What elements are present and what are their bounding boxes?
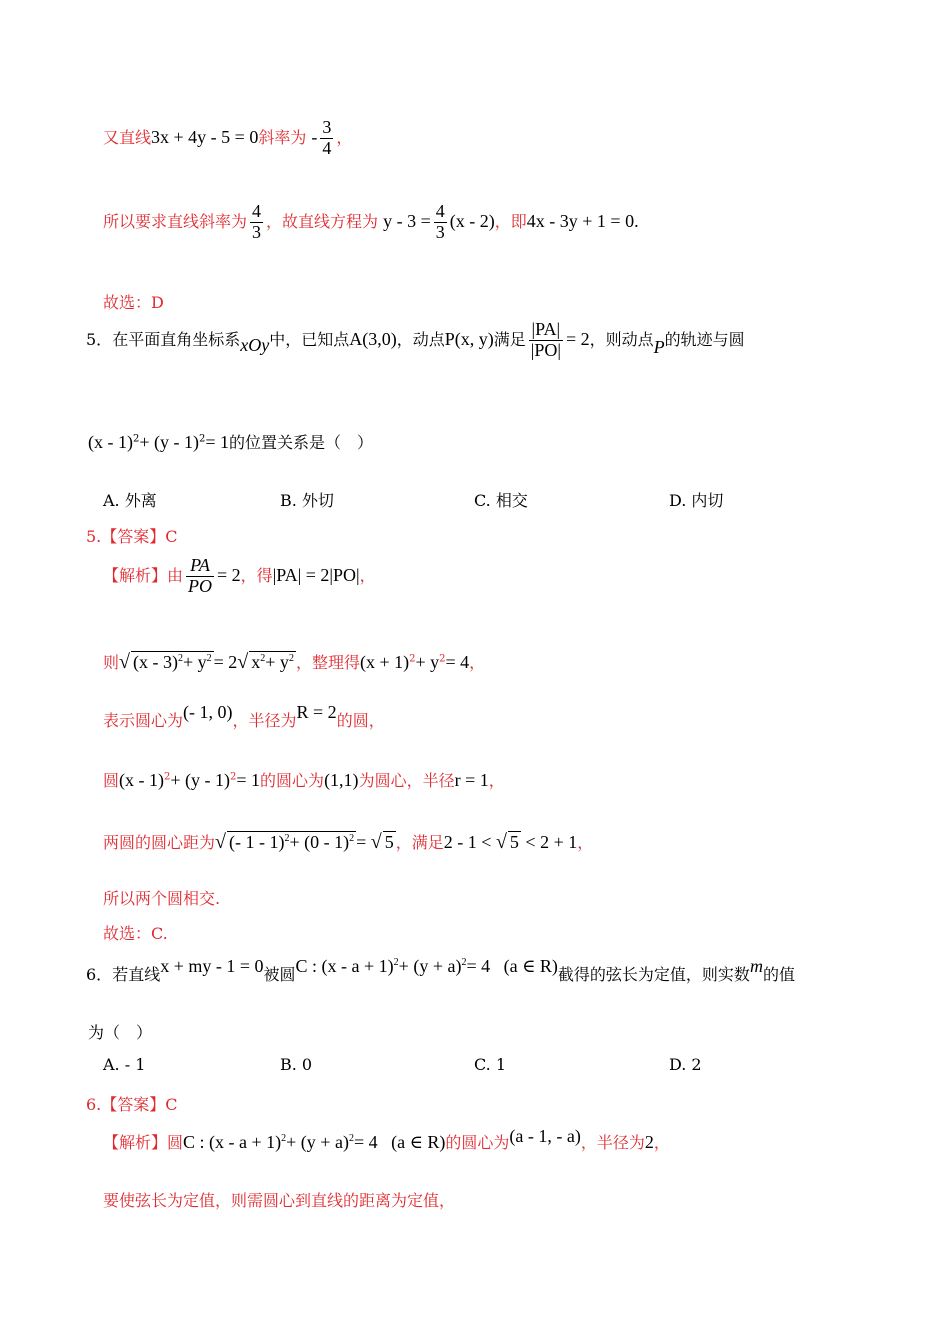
math: + y	[182, 652, 207, 672]
option-a: A. - 1	[103, 1055, 146, 1074]
math: (x - 1)	[88, 432, 133, 452]
sqrt-icon: √	[119, 651, 130, 673]
sqrt-body: 5	[384, 832, 394, 852]
text: ，半径为	[580, 1133, 645, 1152]
analysis-5-line2	[103, 650, 485, 674]
sup: 2	[284, 833, 290, 844]
text: ，	[336, 127, 353, 147]
math-point-p: P(x, y)	[444, 328, 494, 349]
analysis-5-line4	[103, 768, 505, 791]
math: (x - 1)	[119, 770, 164, 790]
math: + (y - 1)	[170, 770, 231, 790]
sqrt-icon: √	[237, 651, 249, 673]
math: x	[251, 652, 261, 672]
math: r = 1	[454, 770, 489, 790]
analysis-6-line2: 要使弦长为定值，则需圆心到直线的距离为定值，	[103, 1191, 456, 1210]
math: PA	[190, 555, 210, 575]
text: ，	[653, 1133, 670, 1152]
math-line-eq: 3x + 4y - 5 = 0	[151, 126, 259, 147]
sup: 2	[409, 653, 416, 665]
math: =	[356, 832, 371, 852]
solution-choice: 故选：D	[103, 293, 164, 312]
analysis-5-line5	[103, 830, 593, 854]
sqrt-icon: √	[495, 831, 507, 853]
math: = 2	[217, 564, 241, 585]
math-point-a: A(3,0)	[349, 328, 397, 349]
analysis-5-line3	[103, 702, 385, 731]
text: ，	[469, 653, 486, 672]
text: ，动点	[396, 329, 445, 349]
solution-line-equation	[103, 202, 639, 243]
sup: 2	[349, 833, 355, 844]
math: (x - 2)	[449, 210, 495, 231]
math: + (y - 1)	[139, 432, 199, 452]
sup: 2	[132, 433, 140, 445]
text: 的圆，	[336, 711, 385, 730]
text: ，故直线方程为	[266, 211, 379, 231]
math: C : (x - a + 1)	[295, 956, 394, 976]
frac-den: |PO|	[530, 339, 561, 360]
math: < 2 + 1	[520, 832, 578, 852]
sup: 2	[199, 433, 206, 445]
sup: 2	[177, 653, 183, 664]
math: 4x - 3y + 1 = 0	[526, 210, 635, 231]
text: ，	[488, 771, 505, 790]
math: (x - 3)	[133, 652, 178, 672]
option-b: B. 0	[280, 1055, 313, 1074]
option-b: B. 外切	[280, 491, 334, 510]
sup: 2	[164, 771, 171, 783]
sup: 2	[260, 653, 266, 664]
question-6-line1	[86, 956, 795, 985]
sqrt-body	[131, 651, 214, 673]
sup: 2	[206, 653, 212, 664]
option-c: C. 相交	[474, 491, 528, 510]
sup: 2	[230, 771, 237, 783]
answer-5: 5.【答案】C	[86, 527, 178, 546]
math: y - 3 =	[383, 210, 431, 231]
text: ，即	[494, 211, 527, 231]
fraction	[320, 118, 333, 159]
fraction	[434, 202, 447, 243]
analysis-5-line6: 所以两个圆相交.	[103, 889, 221, 908]
math: 2	[644, 1132, 654, 1152]
text: ，	[359, 565, 376, 585]
math: + y	[265, 652, 289, 672]
math: P	[653, 336, 665, 357]
math: 2 - 1 <	[443, 832, 496, 852]
text: 若直线	[112, 965, 161, 984]
math: (a - 1, - a)	[509, 1126, 581, 1146]
frac-den: 3	[252, 221, 262, 242]
option-d: D. 2	[669, 1055, 702, 1074]
text: 的轨迹与圆	[664, 329, 745, 349]
question-number: 5．	[86, 329, 113, 349]
math: PO	[188, 575, 213, 596]
sqrt-icon: √	[215, 831, 226, 853]
frac-num: 4	[252, 201, 262, 221]
math: (a ∈ R)	[503, 956, 558, 976]
fraction	[250, 202, 263, 243]
math: = 1	[205, 432, 230, 452]
sqrt-body	[249, 651, 296, 673]
math-neg: -	[311, 126, 318, 147]
question-number: 6．	[86, 965, 113, 984]
text: 【解析】由	[103, 565, 184, 585]
math: .	[634, 210, 639, 231]
math: (1,1)	[324, 770, 359, 790]
math: + y	[415, 652, 440, 672]
math: = 4	[466, 956, 491, 976]
text: 的位置关系是（ ）	[229, 433, 374, 452]
text: 截得的弦长为定值，则实数	[557, 965, 750, 984]
text: ，则动点	[589, 329, 654, 349]
frac-num	[186, 556, 214, 577]
math: = 2	[565, 328, 590, 349]
text: 则	[103, 653, 120, 672]
analysis-6-line1	[103, 1126, 670, 1153]
math: = 2	[213, 652, 238, 672]
sup: 2	[461, 957, 467, 968]
text: 两圆的圆心距为	[103, 833, 216, 852]
text: 斜率为	[258, 127, 307, 147]
text: 圆	[103, 771, 120, 790]
frac-num: 4	[435, 201, 445, 221]
frac-den: 4	[322, 137, 332, 158]
math: x + my - 1 = 0	[160, 956, 264, 976]
option-a: A. 外离	[103, 491, 157, 510]
analysis-5-line1	[103, 556, 376, 597]
sup: 2	[288, 653, 294, 664]
math: = 4	[445, 652, 470, 672]
fraction	[186, 556, 214, 597]
sqrt-body	[227, 831, 356, 853]
math: C : (x - a + 1)	[183, 1132, 282, 1152]
frac-den: 3	[435, 221, 445, 242]
question-5-line1	[86, 320, 745, 361]
text: 所以要求直线斜率为	[103, 211, 248, 231]
text: 满足	[493, 329, 526, 349]
text: 的值	[762, 965, 795, 984]
math: (a ∈ R)	[391, 1132, 446, 1152]
math: = 4	[353, 1132, 378, 1152]
math: m	[749, 956, 763, 976]
text: ，	[577, 833, 594, 852]
option-d: D. 内切	[669, 491, 724, 510]
math: + (y + a)	[398, 956, 462, 976]
question-6-line2: 为（ ）	[88, 1023, 153, 1042]
question-5-line2	[88, 430, 373, 453]
math: (- 1, 0)	[183, 702, 233, 722]
math: (x + 1)	[359, 652, 410, 672]
text: 在平面直角坐标系	[112, 329, 241, 349]
math: |PA| = 2|PO|	[272, 564, 360, 585]
math: + (0 - 1)	[289, 832, 350, 852]
sqrt-icon: √	[370, 831, 382, 853]
math: + (y + a)	[286, 1132, 349, 1152]
sqrt-body: 5	[509, 832, 519, 852]
text: 又直线	[103, 127, 152, 147]
frac-num: |PA|	[529, 320, 563, 341]
sup: 2	[281, 1133, 287, 1144]
math: xOy	[240, 334, 270, 355]
math: = 1	[236, 770, 261, 790]
text: 被圆	[263, 965, 296, 984]
option-c: C. 1	[474, 1055, 507, 1074]
answer-6: 6.【答案】C	[86, 1095, 178, 1114]
text: 的圆心为	[445, 1133, 510, 1152]
math: R = 2	[296, 702, 337, 722]
math: (- 1 - 1)	[229, 832, 285, 852]
text: 中，已知点	[269, 329, 350, 349]
frac-den	[186, 577, 214, 597]
frac-num: 3	[322, 117, 332, 137]
sup: 2	[393, 957, 399, 968]
analysis-5-line7: 故选：C.	[103, 924, 168, 943]
text: ，半径为	[232, 711, 297, 730]
text: ，整理得	[295, 653, 360, 672]
solution-line-slope	[103, 118, 352, 159]
text: 【解析】圆	[103, 1133, 184, 1152]
text: ，得	[240, 565, 273, 585]
text: 的圆心为	[260, 771, 325, 790]
text: 表示圆心为	[103, 711, 184, 730]
fraction	[529, 320, 563, 361]
text: ，满足	[395, 833, 444, 852]
text: 为圆心，半径	[358, 771, 455, 790]
sup: 2	[439, 653, 446, 665]
sup: 2	[348, 1133, 354, 1144]
